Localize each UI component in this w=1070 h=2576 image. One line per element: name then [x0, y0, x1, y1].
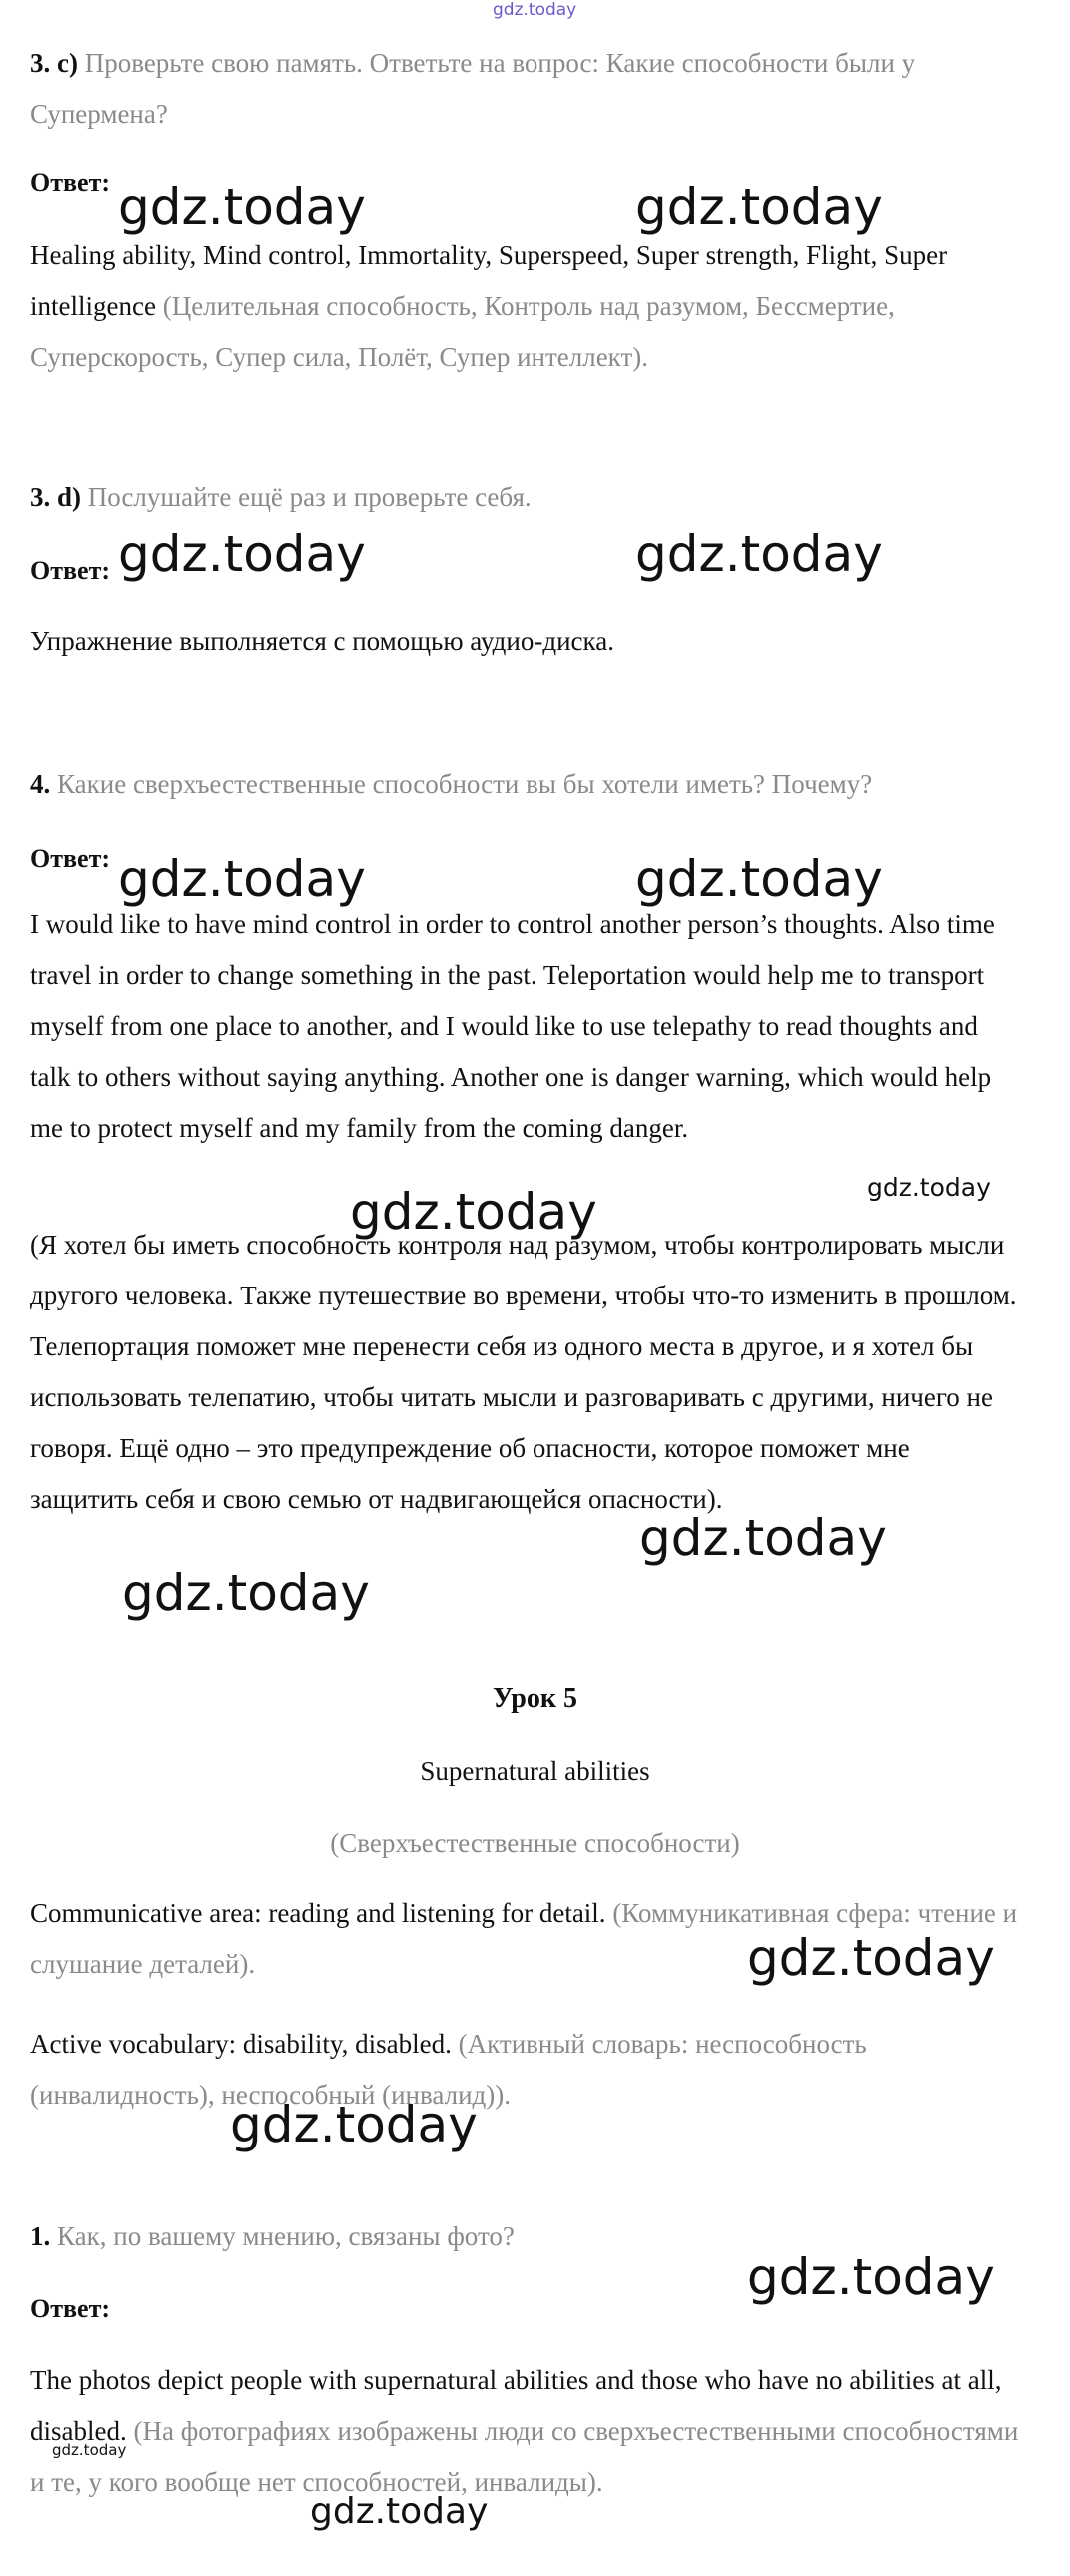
- lesson-subtitle: Supernatural abilities: [420, 1756, 650, 1786]
- answer-translation: (На фотографиях изображены люди со сверхъестественными способностями и те, у кого вообще нет способностей, инвалиды).: [30, 2416, 1019, 2497]
- answer-3c: [30, 230, 1019, 383]
- answer-translation: (Целительная способность, Контроль над разумом, Бессмертие, Суперскорость, Супер сила, Полёт, Супер интеллект).: [30, 291, 895, 372]
- question-3c: [30, 38, 1019, 140]
- watermark: gdz.today: [310, 2491, 489, 2532]
- vocab-translation: (Активный словарь: неспособность (инвалидность), неспособный (инвалид)).: [30, 2029, 867, 2110]
- communicative-translation: (Коммуникативная сфера: чтение и слушание деталей).: [30, 1898, 1018, 1979]
- question-3d: [30, 472, 1019, 523]
- answer-4-translation: (Я хотел бы иметь способность контроля над разумом, чтобы контролировать мысли другого человека. Также путешествие во времени, чтобы что-то изменить в прошлом. Телепортация поможет мне перенести себя из одного места в другое, и я хотел бы использовать телепатию, чтобы читать мысли и разговаривать с другими, ничего не говоря. Ещё одно – это предупреждение об опасности, которое поможет мне защитить себя и свою семью от надвигающейся опасности).: [30, 1230, 1017, 1514]
- header-watermark: gdz.today: [493, 0, 577, 20]
- watermark: gdz.today: [52, 2441, 127, 2459]
- question-number: 3. d): [30, 482, 82, 512]
- watermark: gdz.today: [230, 2096, 478, 2153]
- watermark: gdz.today: [635, 525, 883, 583]
- watermark: gdz.today: [635, 850, 883, 908]
- vocab-english: Active vocabulary: disability, disabled.: [30, 2029, 452, 2059]
- watermark: gdz.today: [635, 178, 883, 236]
- watermark: gdz.today: [747, 1929, 995, 1987]
- active-vocabulary: [30, 2019, 1019, 2121]
- question-text: Послушайте ещё раз и проверьте себя.: [87, 482, 532, 512]
- watermark: gdz.today: [639, 1509, 887, 1567]
- question-text: Как, по вашему мнению, связаны фото?: [57, 2221, 515, 2251]
- answer-english: The photos depict people with supernatural abilities and those who have no abilities at all, disabled.: [30, 2365, 1002, 2446]
- question-number: 1.: [30, 2221, 51, 2251]
- question-4: [30, 759, 1019, 810]
- lesson-title: Урок 5: [493, 1683, 577, 1714]
- watermark: gdz.today: [118, 525, 366, 583]
- watermark: gdz.today: [747, 2248, 995, 2306]
- question-number: 4.: [30, 769, 51, 799]
- lesson-subtitle-translation: (Сверхъестественные способности): [330, 1828, 740, 1858]
- question-text: Какие сверхъестественные способности вы бы хотели иметь? Почему?: [57, 769, 873, 799]
- answer-label: Ответ:: [30, 168, 111, 197]
- watermark: gdz.today: [118, 850, 366, 908]
- watermark: gdz.today: [350, 1183, 597, 1241]
- communicative-english: Communicative area: reading and listening for detail.: [30, 1898, 606, 1928]
- watermark: gdz.today: [118, 178, 366, 236]
- answer-label: Ответ:: [30, 556, 111, 585]
- watermark: gdz.today: [122, 1564, 370, 1622]
- watermark: gdz.today: [867, 1173, 991, 1202]
- answer-4-english: I would like to have mind control in order to control another person’s thoughts. Also time travel in order to change something in the past. Teleportation would help me to transport myself from one place to another, and I would like to use telepathy to read thoughts and talk to others without saying anything. Another one is danger warning, which would help me to protect myself and my family from the coming danger.: [30, 909, 995, 1143]
- question-text: Проверьте свою память. Ответьте на вопрос: Какие способности были у Супермена?: [30, 48, 916, 129]
- answer-1: [30, 2355, 1019, 2508]
- answer-3d: Упражнение выполняется с помощью аудио-диска.: [30, 626, 614, 656]
- answer-label: Ответ:: [30, 844, 111, 873]
- question-number: 3. c): [30, 48, 78, 78]
- answer-english: Healing ability, Mind control, Immortality, Superspeed, Super strength, Flight, Super intelligence: [30, 240, 948, 321]
- answer-label: Ответ:: [30, 2294, 111, 2323]
